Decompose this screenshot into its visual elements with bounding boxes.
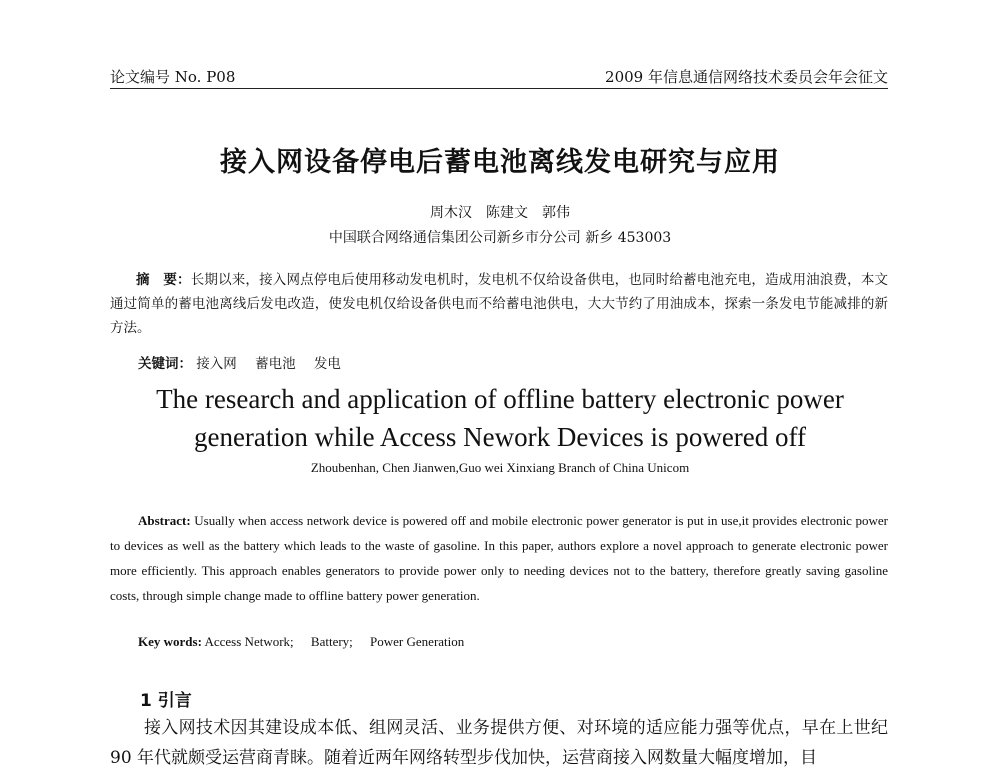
- title-english: [0, 380, 1000, 456]
- abstract-chinese: 摘 要：长期以来，接入网点停电后使用移动发电机时，发电机不仅给设备供电，也同时给蓄电池充电，造成用油浪费，本文通过简单的蓄电池离线后发电改造，使发电机仅给设备供电而不给蓄电池供电，大大节约了用油成本，探索一条发电节能减排的新方法。: [110, 272, 889, 336]
- title-english-line1: The research and application of offline battery electronic power: [156, 384, 844, 414]
- keyword-cn: 接入网: [196, 356, 237, 372]
- affiliation-chinese: 中国联合网络通信集团公司新乡市分公司 新乡 453003: [328, 230, 672, 246]
- abstract-text-en: Usually when access network device is powered off and mobile electronic power generator is put in use,it provides electronic power to devices as well as the battery which leads to the waste of gasoline. In this paper, authors explore a novel approach to generate electronic power more efficiently. This approach enables generators to provide power only to needing devices not to the battery, therefore greatly saving gasoline costs, through simple change made to offline battery power generation.: [110, 513, 888, 603]
- keywords-label-cn: 关键词: [138, 356, 179, 372]
- abstract-text-cn: 长期以来，接入网点停电后使用移动发电机时，发电机不仅给设备供电，也同时给蓄电池充电，造成用油浪费，本文通过简单的蓄电池离线后发电改造，使发电机仅给设备供电而不给蓄电池供电，大大节约了用油成本，探索一条发电节能减排的新方法。: [110, 272, 889, 336]
- title-chinese: 接入网设备停电后蓄电池离线发电研究与应用: [220, 147, 780, 178]
- section-heading: 1 引言: [140, 691, 192, 711]
- authors-chinese: 周木汉 陈建文 郭伟: [430, 205, 570, 221]
- section-body: 接入网技术因其建设成本低、组网灵活、业务提供方便、对环境的适应能力强等优点，早在上世纪 90 年代就颇受运营商青睐。随着近两年网络转型步伐加快，运营商接入网数量大幅度增加，目: [110, 718, 888, 768]
- abstract-label-cn: 摘 要: [136, 272, 178, 288]
- title-english-line2: generation while Access Nework Devices is powered off: [193, 422, 807, 452]
- paper-number: 论文编号 No. P08: [110, 68, 236, 86]
- conference-name: 2009 年信息通信网络技术委员会年会征文: [605, 68, 888, 86]
- page-header: [110, 66, 888, 89]
- keyword-en: Access Network;: [204, 634, 294, 649]
- abstract-english: Abstract: Usually when access network device is powered off and mobile electronic power generator is put in use,it provides electronic power to devices as well as the battery which leads to the waste of gasoline. In this paper, authors explore a novel approach to generate electronic power more efficiently. This approach enables generators to provide power only to needing devices not to the battery, therefore greatly saving gasoline costs, through simple change made to offline battery power generation.: [110, 513, 888, 603]
- authors-english: Zhoubenhan, Chen Jianwen,Guo wei Xinxiang Branch of China Unicom: [310, 460, 690, 475]
- keyword-cn: 蓄电池: [255, 356, 296, 372]
- keywords-label-en: Key words: [138, 634, 198, 649]
- keywords-english: Key words: Access Network; Battery; Power Generation: [138, 634, 465, 649]
- keyword-en: Battery;: [310, 634, 353, 649]
- keywords-chinese: 关键词： 接入网 蓄电池 发电: [138, 356, 341, 372]
- keyword-en: Power Generation: [370, 634, 465, 649]
- abstract-label-en: Abstract: [138, 513, 187, 528]
- keyword-cn: 发电: [313, 356, 341, 372]
